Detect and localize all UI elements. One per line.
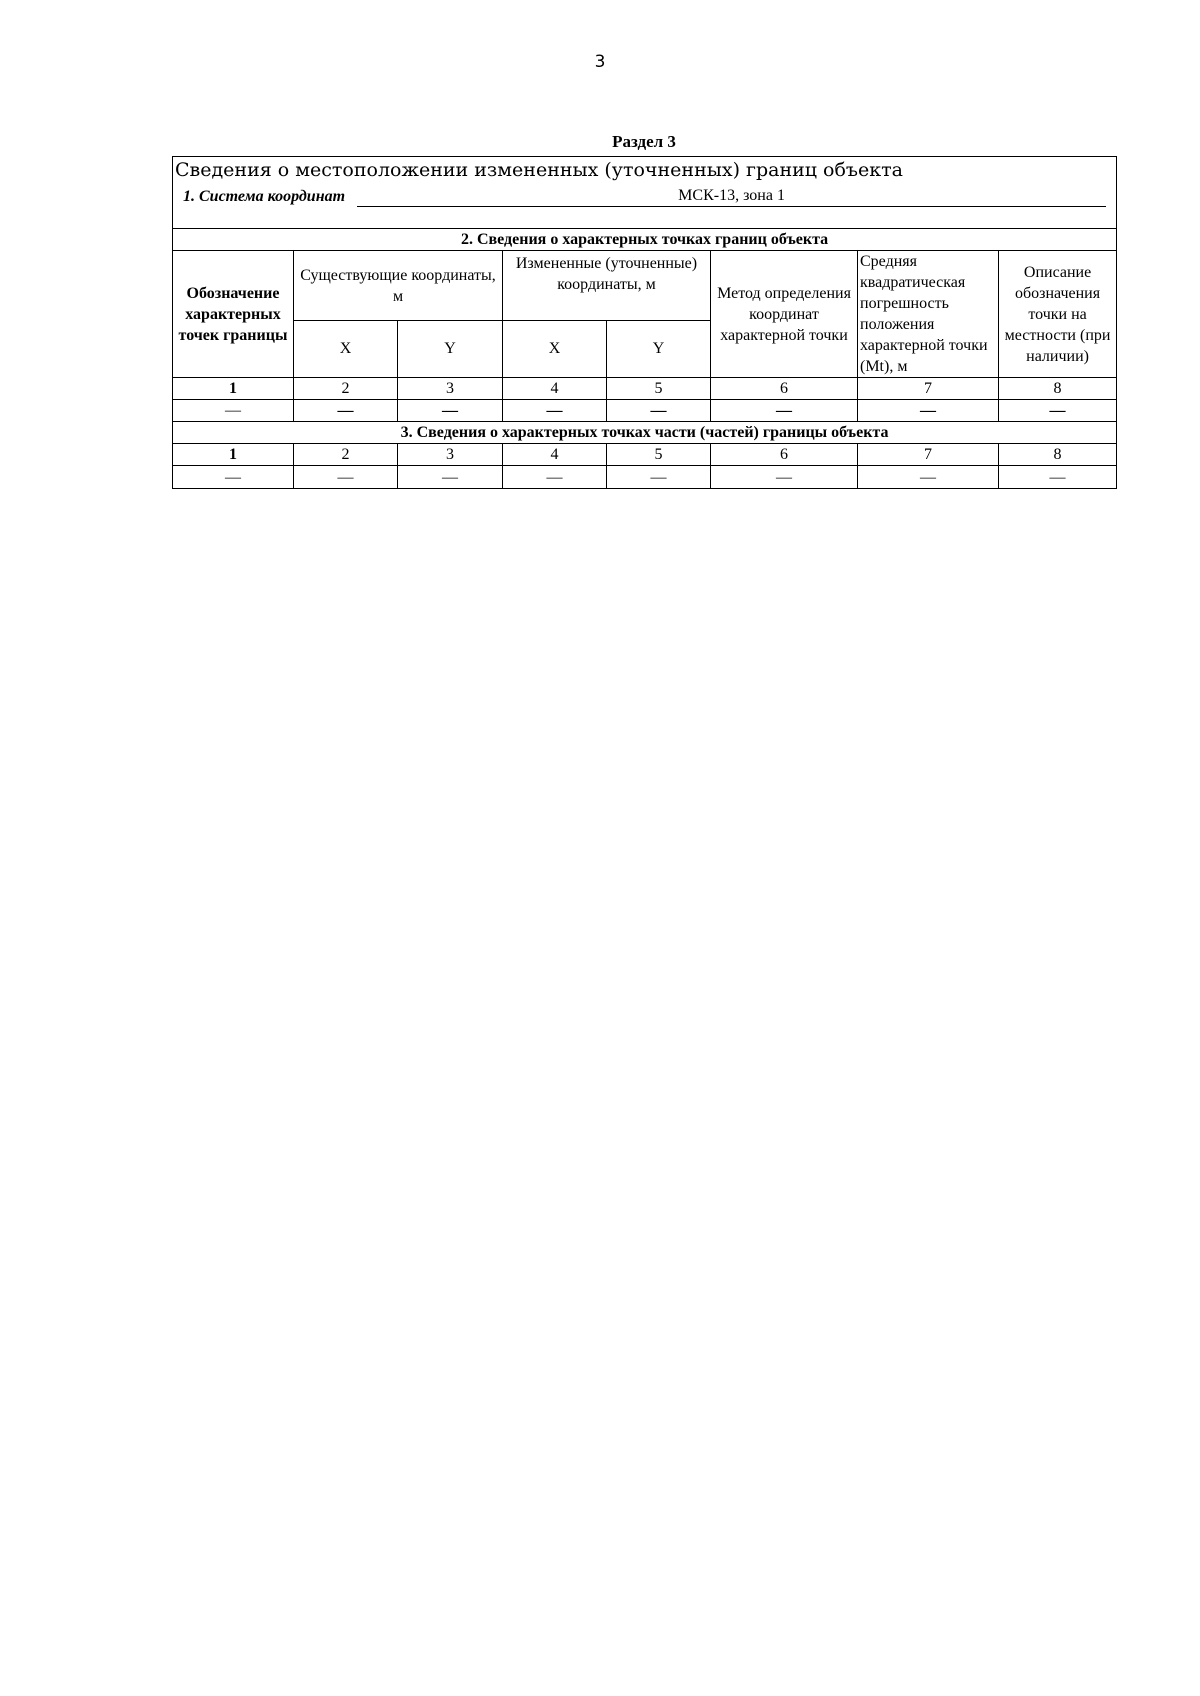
table-cell: — [294,400,398,422]
column-number: 3 [398,378,503,400]
header-description: Описание обозначения точки на местности (при наличии) [999,251,1117,378]
table-cell: — [711,400,858,422]
column-number: 5 [607,378,711,400]
table-cell: — [173,400,294,422]
column-number: 5 [607,444,711,466]
header-mean-error: Средняя квадратическая погрешность положения характерной точки (Mt), м [858,251,999,378]
column-number: 4 [503,378,607,400]
column-number: 1 [173,444,294,466]
boundary-points-table [172,156,1117,489]
header-existing-y: Y [398,320,503,377]
info-title: Сведения о местоположении измененных (уточненных) границ объекта [173,157,1117,185]
column-numbers-row [173,378,1117,400]
header-designation: Обозначение характерных точек границы [173,251,294,378]
table-cell: — [503,466,607,489]
column-number: 7 [858,378,999,400]
table-cell: — [858,466,999,489]
column-number: 2 [294,378,398,400]
header-existing-coords: Существующие координаты, м [294,251,503,321]
column-number: 2 [294,444,398,466]
column-number: 6 [711,444,858,466]
table-cell: — [999,400,1117,422]
table-cell: — [858,400,999,422]
points-data-row [173,400,1117,422]
points-section-title: 2. Сведения о характерных точках границ объекта [173,229,1117,251]
parts-column-numbers-row [173,444,1117,466]
table-cell: — [503,400,607,422]
section-title: Раздел 3 [612,132,676,151]
coord-system-cell [173,184,1117,229]
table-cell: — [711,466,858,489]
header-changed-y: Y [607,320,711,377]
table-cell: — [398,400,503,422]
column-number: 3 [398,444,503,466]
parts-section-title: 3. Сведения о характерных точках части (частей) границы объекта [173,422,1117,444]
table-cell: — [398,466,503,489]
column-number: 8 [999,444,1117,466]
column-number: 1 [173,378,294,400]
header-changed-coords: Измененные (уточненные) координаты, м [503,251,711,321]
coord-system-label: 1. Система координат [183,188,346,205]
table-cell: — [607,466,711,489]
header-existing-x: X [294,320,398,377]
column-number: 4 [503,444,607,466]
table-cell: — [999,466,1117,489]
header-method: Метод определения координат характерной точки [711,251,858,378]
table-cell: — [173,466,294,489]
header-changed-x: X [503,320,607,377]
column-number: 7 [858,444,999,466]
page-number: 3 [594,52,606,72]
table-cell: — [294,466,398,489]
coord-system-value: МСК-13, зона 1 [357,186,1106,207]
parts-data-row [173,466,1117,489]
table-cell: — [607,400,711,422]
column-number: 8 [999,378,1117,400]
column-number: 6 [711,378,858,400]
